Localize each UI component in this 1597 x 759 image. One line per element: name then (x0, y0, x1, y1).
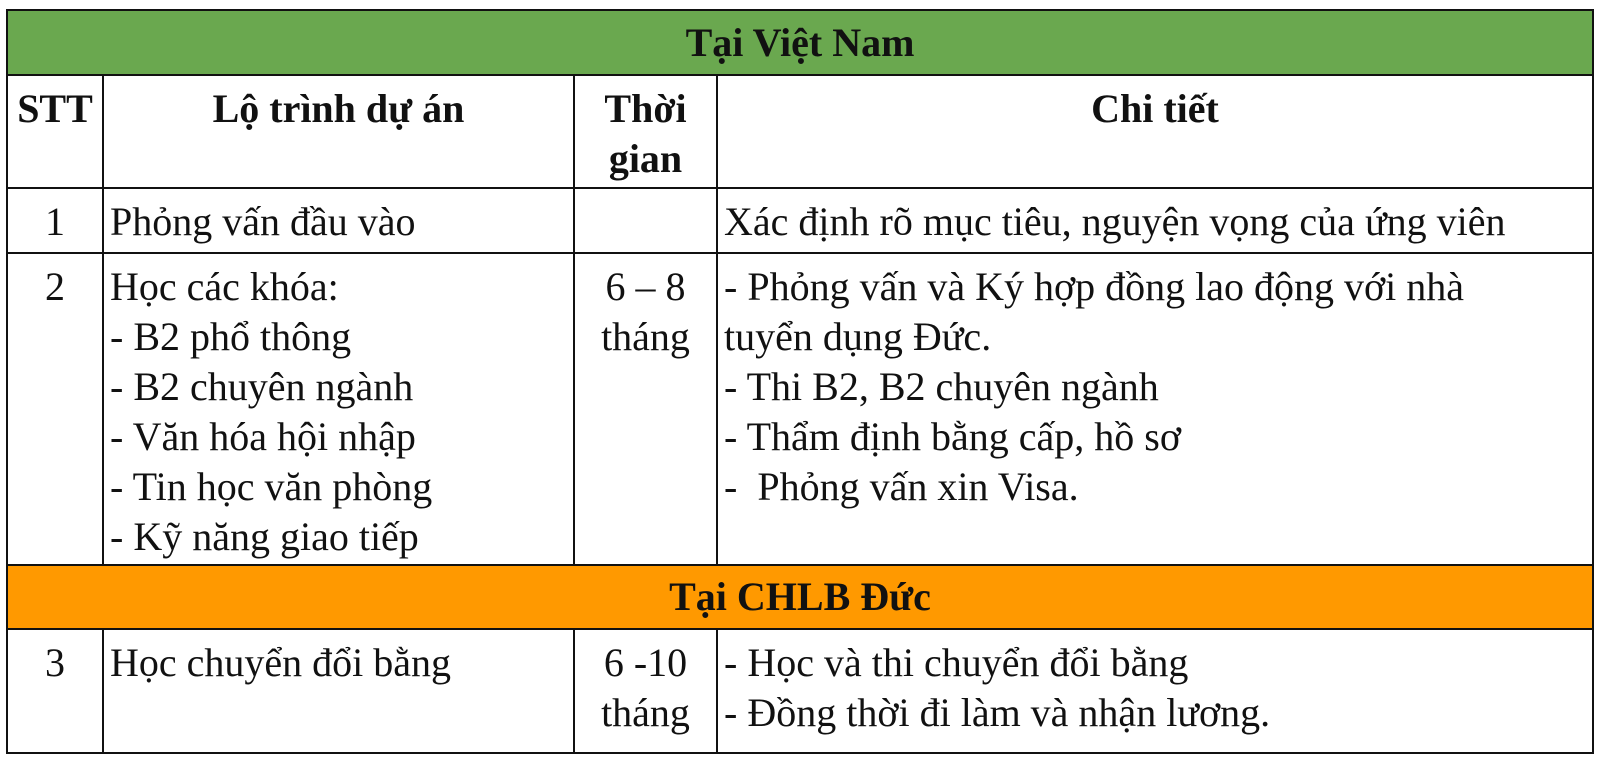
row-3-stt: 3 (8, 629, 103, 752)
row-2-stt: 2 (8, 253, 103, 565)
row-3-route (103, 629, 574, 752)
row-1-detail-line-1: Xác định rõ mục tiêu, nguyện vọng của ứng viên (724, 199, 1506, 244)
header-stt: STT (8, 75, 103, 188)
section-title-germany: Tại CHLB Đức (8, 565, 1592, 629)
row-2-route-line-1: Học các khóa: (110, 264, 339, 309)
row-2-route-line-5: - Tin học văn phòng (110, 464, 433, 509)
row-2-time-line-1: 6 – 8 (605, 264, 686, 309)
row-2-route-line-3: - B2 chuyên ngành (110, 364, 414, 409)
row-2-time (574, 253, 717, 565)
row-2-detail-line-1: - Phỏng vấn và Ký hợp đồng lao động với nhà (724, 264, 1464, 309)
row-3-detail-line-1: - Học và thi chuyển đổi bằng (724, 640, 1189, 685)
row-2-route-line-4: - Văn hóa hội nhập (110, 414, 416, 459)
header-time-line-1: Thời (604, 86, 687, 131)
row-1-route (103, 188, 574, 253)
section-vietnam-row (8, 11, 1592, 75)
row-1-stt: 1 (8, 188, 103, 253)
row-2-detail-line-5: - Phỏng vấn xin Visa. (724, 464, 1079, 509)
row-3-time-line-2: tháng (601, 690, 690, 735)
row-3-detail-line-2: - Đồng thời đi làm và nhận lương. (724, 690, 1271, 735)
table-row-3 (8, 629, 1592, 752)
row-2-route-line-2: - B2 phổ thông (110, 314, 352, 359)
row-3-route-line-1: Học chuyển đổi bằng (110, 640, 452, 685)
header-detail: Chi tiết (717, 75, 1592, 188)
row-3-time-line-1: 6 -10 (603, 640, 688, 685)
table-row-1 (8, 188, 1592, 253)
section-title-vietnam: Tại Việt Nam (8, 11, 1592, 75)
row-2-detail (717, 253, 1592, 565)
row-1-route-line-1: Phỏng vấn đầu vào (110, 199, 416, 244)
row-2-detail-line-4: - Thẩm định bằng cấp, hồ sơ (724, 414, 1181, 459)
section-germany-row (8, 565, 1592, 629)
header-time (574, 75, 717, 188)
table-header-row (8, 75, 1592, 188)
row-2-detail-line-3: - Thi B2, B2 chuyên ngành (724, 364, 1159, 409)
row-2-route-line-6: - Kỹ năng giao tiếp (110, 514, 419, 559)
row-2-route (103, 253, 574, 565)
header-route: Lộ trình dự án (103, 75, 574, 188)
row-2-detail-line-2: tuyển dụng Đức. (724, 314, 992, 359)
roadmap-table-container (6, 9, 1594, 754)
row-2-time-line-2: tháng (601, 314, 690, 359)
header-time-line-2: gian (608, 136, 683, 181)
table-row-2 (8, 253, 1592, 565)
row-1-detail (717, 188, 1592, 253)
roadmap-table (8, 11, 1592, 752)
row-3-time (574, 629, 717, 752)
row-1-time (574, 188, 717, 253)
row-3-detail (717, 629, 1592, 752)
